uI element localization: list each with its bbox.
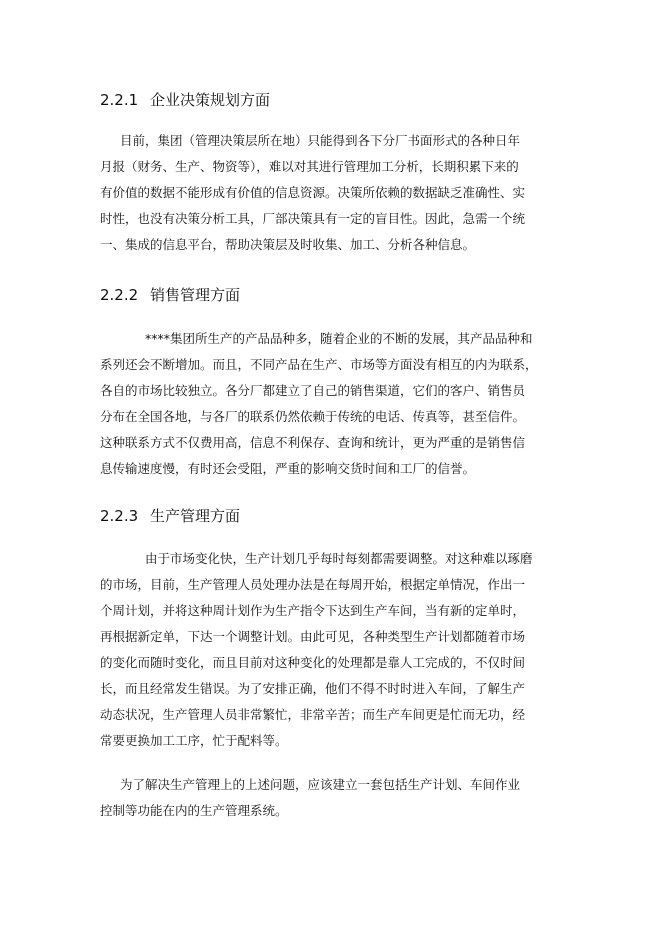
section-heading-2-2-1 [100, 90, 270, 110]
section-title: 生产管理方面 [150, 507, 241, 525]
paragraph-line: 常要更换加工工序，忙于配料等。 [100, 733, 288, 748]
section-title: 销售管理方面 [150, 286, 241, 304]
paragraph-line: 这种联系方式不仅费用高，信息不利保存、查询和统计，更为严重的是销售信 [100, 435, 526, 450]
paragraph-line: 由于市场变化快，生产计划几乎每时每刻都需要调整。对这种难以琢磨 [145, 551, 533, 566]
paragraph-line: 的市场，目前，生产管理人员处理办法是在每周开始，根据定单情况，作出一 [100, 577, 526, 592]
section-heading-2-2-3 [100, 506, 240, 526]
paragraph-line: 的变化而随时变化，而且目前对这种变化的处理都是靠人工完成的，不仅时间 [100, 655, 526, 670]
paragraph-line: 再根据新定单，下达一个调整计划。由此可见，各种类型生产计划都随着市场 [100, 629, 526, 644]
paragraph-sales-management [100, 326, 550, 482]
paragraph-production-solution [100, 772, 550, 824]
paragraph-line: 有价值的数据不能形成有价值的信息资源。决策所依赖的数据缺乏准确性、实 [100, 185, 526, 200]
paragraph-line: 系列还会不断增加。而且，不同产品在生产、市场等方面没有相互的内为联系， [100, 357, 538, 372]
paragraph-line: 分布在全国各地，与各厂的联系仍然依赖于传统的电话、传真等，甚至信件。 [100, 409, 526, 424]
paragraph-line: 个周计划，并将这种周计划作为生产指令下达到生产车间，当有新的定单时， [100, 603, 526, 618]
paragraph-line: 各自的市场比较独立。各分厂都建立了自己的销售渠道，它们的客户、销售员 [100, 383, 526, 398]
paragraph-line: 一、集成的信息平台，帮助决策层及时收集、加工、分析各种信息。 [100, 237, 476, 252]
paragraph-line: 月报（财务、生产、物资等），难以对其进行管理加工分析，长期积累下来的 [100, 159, 519, 174]
section-number: 2.2.3 [100, 507, 139, 525]
paragraph-line: 控制等功能在内的生产管理系统。 [100, 803, 288, 818]
section-number: 2.2.1 [100, 91, 139, 109]
paragraph-line: 为了解决生产管理上的上述问题，应该建立一套包括生产计划、车间作业 [120, 777, 521, 792]
paragraph-line: 长，而且经常发生错误。为了安排正确，他们不得不时时进入车间，了解生产 [100, 681, 526, 696]
paragraph-line: 目前，集团（管理决策层所在地）只能得到各下分厂书面形式的各种日年 [120, 133, 521, 148]
paragraph-line: 息传输速度慢，有时还会受阻，严重的影响交货时间和工厂的信誉。 [100, 461, 476, 476]
paragraph-line: ****集团所生产的产品品种多，随着企业的不断的发展，其产品品种和 [145, 331, 533, 346]
paragraph-line: 动态状况，生产管理人员非常繁忙，非常辛苦；而生产车间更是忙而无功，经 [100, 707, 526, 722]
paragraph-decision-planning [100, 128, 550, 258]
section-number: 2.2.2 [100, 286, 139, 304]
section-title: 企业决策规划方面 [150, 91, 271, 109]
paragraph-line: 时性，也没有决策分析工具，厂部决策具有一定的盲目性。因此，急需一个统 [100, 211, 526, 226]
paragraph-production-management [100, 546, 550, 754]
section-heading-2-2-2 [100, 285, 240, 305]
